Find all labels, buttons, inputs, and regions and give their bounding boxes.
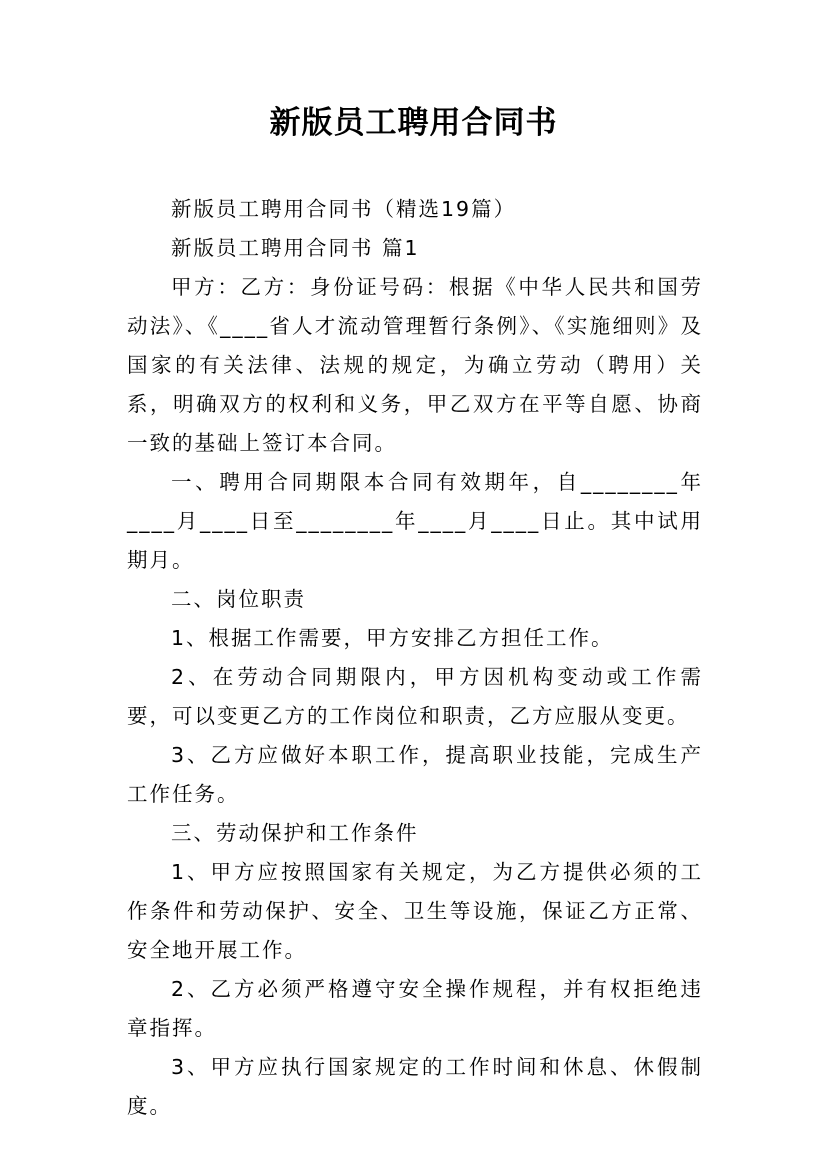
paragraph-heading-duties: 二、岗位职责 [171, 587, 306, 611]
paragraph-contract-term: 一、聘用合同期限本合同有效期年，自________年____月____日至________年____月____日止。其中试用期月。 [127, 470, 703, 572]
paragraph-duty-3: 3、乙方应做好本职工作，提高职业技能，完成生产工作任务。 [127, 743, 703, 806]
document-title: 新版员工聘用合同书 [269, 105, 558, 141]
paragraph-subtitle: 新版员工聘用合同书（精选19篇） [171, 197, 517, 221]
paragraph-duty-2: 2、在劳动合同期限内，甲方因机构变动或工作需要，可以变更乙方的工作岗位和职责，乙方应服从变更。 [127, 665, 703, 728]
paragraph-protection-3: 3、甲方应执行国家规定的工作时间和休息、休假制度。 [127, 1055, 703, 1118]
paragraph-duty-1: 1、根据工作需要，甲方安排乙方担任工作。 [171, 626, 614, 650]
paragraph-heading-protection: 三、劳动保护和工作条件 [171, 821, 419, 845]
document-body [127, 190, 703, 1126]
paragraph-preamble: 甲方：乙方：身份证号码：根据《中华人民共和国劳动法》、《____省人才流动管理暂行条例》、《实施细则》及国家的有关法律、法规的规定，为确立劳动（聘用）关系，明确双方的权利和义务，甲乙双方在平等自愿、协商一致的基础上签订本合同。 [127, 275, 703, 455]
paragraph-protection-2: 2、乙方必须严格遵守安全操作规程，并有权拒绝违章指挥。 [127, 977, 703, 1040]
paragraph-protection-1: 1、甲方应按照国家有关规定，为乙方提供必须的工作条件和劳动保护、安全、卫生等设施，保证乙方正常、安全地开展工作。 [127, 860, 703, 962]
paragraph-section-heading: 新版员工聘用合同书 篇1 [171, 236, 420, 260]
